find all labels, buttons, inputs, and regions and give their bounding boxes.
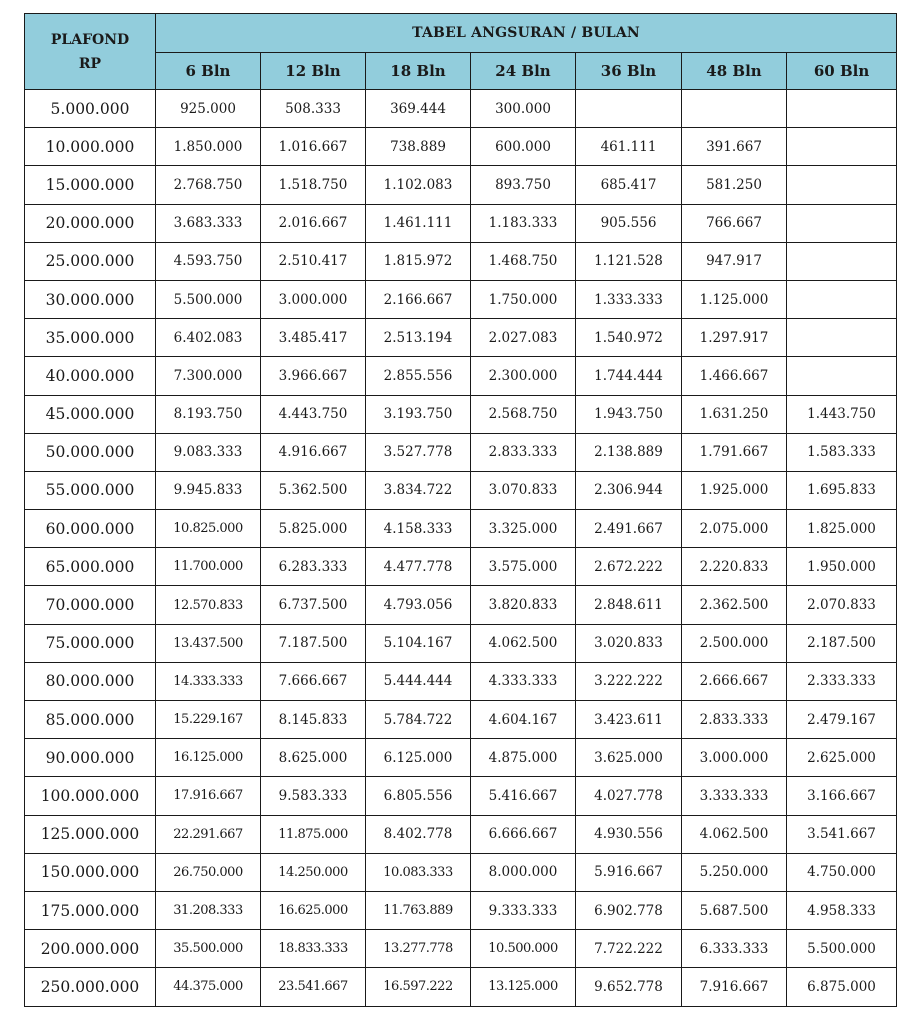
installment-cell: 2.768.750: [156, 166, 261, 204]
installment-cell: [787, 90, 897, 128]
installment-cell: 2.672.222: [576, 548, 682, 586]
table-row: [25, 701, 897, 739]
plafond-cell: 45.000.000: [25, 395, 156, 433]
installment-cell: 5.362.500: [261, 471, 366, 509]
installment-cell: 3.222.222: [576, 662, 682, 700]
table-header: [25, 14, 897, 90]
plafond-cell: 90.000.000: [25, 739, 156, 777]
plafond-cell: 10.000.000: [25, 128, 156, 166]
installment-cell: 1.443.750: [787, 395, 897, 433]
installment-cell: 3.333.333: [682, 777, 787, 815]
installment-cell: 1.744.444: [576, 357, 682, 395]
installment-cell: 1.102.083: [366, 166, 471, 204]
table-row: [25, 891, 897, 929]
installment-cell: 12.570.833: [156, 586, 261, 624]
installment-cell: 2.138.889: [576, 433, 682, 471]
plafond-header-line2: RP: [78, 55, 102, 72]
installment-cell: 2.625.000: [787, 739, 897, 777]
installment-cell: 35.500.000: [156, 930, 261, 968]
installment-cell: 2.491.667: [576, 510, 682, 548]
installment-cell: 3.966.667: [261, 357, 366, 395]
installment-cell: 1.461.111: [366, 204, 471, 242]
table-row: [25, 853, 897, 891]
plafond-cell: 30.000.000: [25, 280, 156, 318]
installment-cell: 4.062.500: [471, 624, 576, 662]
installment-cell: 1.333.333: [576, 280, 682, 318]
table-title: TABEL ANGSURAN / BULAN: [156, 14, 897, 53]
plafond-cell: 15.000.000: [25, 166, 156, 204]
table-row: [25, 357, 897, 395]
installment-cell: 1.518.750: [261, 166, 366, 204]
installment-cell: 11.763.889: [366, 891, 471, 929]
table-row: [25, 90, 897, 128]
installment-cell: 2.016.667: [261, 204, 366, 242]
installment-cell: 6.283.333: [261, 548, 366, 586]
table-row: [25, 968, 897, 1006]
table-row: [25, 930, 897, 968]
installment-cell: 14.333.333: [156, 662, 261, 700]
plafond-cell: 65.000.000: [25, 548, 156, 586]
installment-cell: [787, 128, 897, 166]
installment-cell: 1.540.972: [576, 319, 682, 357]
installment-cell: 23.541.667: [261, 968, 366, 1006]
installment-cell: 6.737.500: [261, 586, 366, 624]
plafond-cell: 25.000.000: [25, 242, 156, 280]
installment-cell: 2.333.333: [787, 662, 897, 700]
plafond-cell: 60.000.000: [25, 510, 156, 548]
term-header: 24 Bln: [471, 53, 576, 90]
plafond-cell: 40.000.000: [25, 357, 156, 395]
installment-cell: 2.187.500: [787, 624, 897, 662]
installment-cell: 925.000: [156, 90, 261, 128]
installment-cell: 3.575.000: [471, 548, 576, 586]
installment-cell: 3.325.000: [471, 510, 576, 548]
installment-cell: 2.568.750: [471, 395, 576, 433]
installment-cell: 2.513.194: [366, 319, 471, 357]
installment-cell: 26.750.000: [156, 853, 261, 891]
installment-cell: 8.145.833: [261, 701, 366, 739]
installment-cell: 16.597.222: [366, 968, 471, 1006]
table-row: [25, 815, 897, 853]
installment-cell: 1.121.528: [576, 242, 682, 280]
table-row: [25, 128, 897, 166]
installment-cell: 4.604.167: [471, 701, 576, 739]
plafond-cell: 150.000.000: [25, 853, 156, 891]
plafond-cell: 85.000.000: [25, 701, 156, 739]
installment-cell: 4.930.556: [576, 815, 682, 853]
installment-cell: 1.583.333: [787, 433, 897, 471]
table-row: [25, 777, 897, 815]
installment-cell: 2.848.611: [576, 586, 682, 624]
plafond-cell: 80.000.000: [25, 662, 156, 700]
plafond-cell: 5.000.000: [25, 90, 156, 128]
installment-cell: 6.902.778: [576, 891, 682, 929]
installment-cell: 3.683.333: [156, 204, 261, 242]
term-header: 12 Bln: [261, 53, 366, 90]
installment-cell: 3.070.833: [471, 471, 576, 509]
plafond-cell: 125.000.000: [25, 815, 156, 853]
installment-cell: 3.020.833: [576, 624, 682, 662]
installment-cell: 2.833.333: [682, 701, 787, 739]
table-row: [25, 433, 897, 471]
installment-cell: 905.556: [576, 204, 682, 242]
installment-cell: 3.834.722: [366, 471, 471, 509]
table-row: [25, 662, 897, 700]
installment-cell: 508.333: [261, 90, 366, 128]
installment-cell: 9.583.333: [261, 777, 366, 815]
installment-cell: 893.750: [471, 166, 576, 204]
installment-cell: 7.300.000: [156, 357, 261, 395]
installment-cell: 2.510.417: [261, 242, 366, 280]
table-row: [25, 242, 897, 280]
installment-cell: 9.945.833: [156, 471, 261, 509]
installment-cell: 8.193.750: [156, 395, 261, 433]
installment-cell: 391.667: [682, 128, 787, 166]
installment-cell: 738.889: [366, 128, 471, 166]
installment-cell: 13.277.778: [366, 930, 471, 968]
table-row: [25, 166, 897, 204]
installment-cell: 3.820.833: [471, 586, 576, 624]
installment-cell: 5.250.000: [682, 853, 787, 891]
plafond-cell: 35.000.000: [25, 319, 156, 357]
table-row: [25, 624, 897, 662]
table-row: [25, 395, 897, 433]
installment-cell: 1.297.917: [682, 319, 787, 357]
installment-cell: [787, 280, 897, 318]
installment-cell: [576, 90, 682, 128]
installment-cell: 4.958.333: [787, 891, 897, 929]
plafond-cell: 20.000.000: [25, 204, 156, 242]
installment-cell: 2.027.083: [471, 319, 576, 357]
installment-cell: 5.444.444: [366, 662, 471, 700]
installment-cell: 44.375.000: [156, 968, 261, 1006]
plafond-cell: 250.000.000: [25, 968, 156, 1006]
table-row: [25, 280, 897, 318]
installment-cell: 5.825.000: [261, 510, 366, 548]
term-header: 60 Bln: [787, 53, 897, 90]
plafond-header-line1: PLAFOND: [50, 31, 130, 48]
installment-table: [24, 13, 897, 1007]
installment-cell: [787, 204, 897, 242]
installment-cell: 4.333.333: [471, 662, 576, 700]
installment-cell: 16.125.000: [156, 739, 261, 777]
installment-cell: 11.875.000: [261, 815, 366, 853]
installment-cell: 581.250: [682, 166, 787, 204]
installment-cell: [682, 90, 787, 128]
installment-cell: 8.625.000: [261, 739, 366, 777]
installment-cell: 1.468.750: [471, 242, 576, 280]
installment-cell: 6.402.083: [156, 319, 261, 357]
installment-cell: 1.850.000: [156, 128, 261, 166]
installment-cell: 14.250.000: [261, 853, 366, 891]
table-row: [25, 204, 897, 242]
installment-cell: 461.111: [576, 128, 682, 166]
table-row: [25, 319, 897, 357]
installment-cell: 7.666.667: [261, 662, 366, 700]
installment-cell: 600.000: [471, 128, 576, 166]
installment-cell: 4.062.500: [682, 815, 787, 853]
plafond-cell: 200.000.000: [25, 930, 156, 968]
table-row: [25, 739, 897, 777]
installment-cell: 6.805.556: [366, 777, 471, 815]
installment-cell: 4.027.778: [576, 777, 682, 815]
table-row: [25, 471, 897, 509]
installment-cell: 6.666.667: [471, 815, 576, 853]
installment-cell: 5.500.000: [787, 930, 897, 968]
term-header: 48 Bln: [682, 53, 787, 90]
installment-cell: 31.208.333: [156, 891, 261, 929]
installment-cell: 2.075.000: [682, 510, 787, 548]
table-row: [25, 510, 897, 548]
installment-cell: 13.437.500: [156, 624, 261, 662]
installment-cell: 9.333.333: [471, 891, 576, 929]
installment-cell: 8.000.000: [471, 853, 576, 891]
installment-cell: 1.631.250: [682, 395, 787, 433]
installment-cell: 3.193.750: [366, 395, 471, 433]
installment-cell: 9.083.333: [156, 433, 261, 471]
installment-cell: 7.722.222: [576, 930, 682, 968]
term-header: 6 Bln: [156, 53, 261, 90]
installment-cell: 4.793.056: [366, 586, 471, 624]
installment-cell: 1.925.000: [682, 471, 787, 509]
plafond-cell: 70.000.000: [25, 586, 156, 624]
installment-cell: 6.875.000: [787, 968, 897, 1006]
installment-cell: 5.687.500: [682, 891, 787, 929]
installment-cell: 1.016.667: [261, 128, 366, 166]
installment-cell: 1.815.972: [366, 242, 471, 280]
table-body: [25, 90, 897, 1007]
plafond-cell: 100.000.000: [25, 777, 156, 815]
installment-cell: 1.825.000: [787, 510, 897, 548]
installment-cell: 4.443.750: [261, 395, 366, 433]
installment-cell: 2.306.944: [576, 471, 682, 509]
installment-cell: 3.485.417: [261, 319, 366, 357]
installment-cell: 6.333.333: [682, 930, 787, 968]
installment-cell: 3.527.778: [366, 433, 471, 471]
installment-cell: 2.855.556: [366, 357, 471, 395]
installment-cell: 1.791.667: [682, 433, 787, 471]
installment-cell: 9.652.778: [576, 968, 682, 1006]
installment-cell: 5.916.667: [576, 853, 682, 891]
term-header: 36 Bln: [576, 53, 682, 90]
installment-cell: 3.166.667: [787, 777, 897, 815]
installment-cell: 1.750.000: [471, 280, 576, 318]
installment-cell: 11.700.000: [156, 548, 261, 586]
installment-cell: 1.183.333: [471, 204, 576, 242]
installment-cell: 1.466.667: [682, 357, 787, 395]
installment-cell: 2.666.667: [682, 662, 787, 700]
plafond-cell: 55.000.000: [25, 471, 156, 509]
installment-cell: 3.423.611: [576, 701, 682, 739]
installment-cell: 1.943.750: [576, 395, 682, 433]
installment-cell: 2.362.500: [682, 586, 787, 624]
installment-cell: 2.220.833: [682, 548, 787, 586]
installment-cell: 4.158.333: [366, 510, 471, 548]
installment-cell: 2.300.000: [471, 357, 576, 395]
installment-cell: 7.187.500: [261, 624, 366, 662]
installment-cell: [787, 242, 897, 280]
installment-cell: 3.000.000: [261, 280, 366, 318]
installment-cell: 1.695.833: [787, 471, 897, 509]
installment-cell: [787, 357, 897, 395]
installment-cell: 10.083.333: [366, 853, 471, 891]
plafond-cell: 50.000.000: [25, 433, 156, 471]
installment-cell: 2.500.000: [682, 624, 787, 662]
installment-cell: 3.625.000: [576, 739, 682, 777]
table-row: [25, 586, 897, 624]
installment-cell: 8.402.778: [366, 815, 471, 853]
installment-cell: 22.291.667: [156, 815, 261, 853]
plafond-header: [25, 14, 156, 90]
installment-cell: 16.625.000: [261, 891, 366, 929]
installment-cell: 2.070.833: [787, 586, 897, 624]
installment-cell: 10.825.000: [156, 510, 261, 548]
installment-cell: 1.125.000: [682, 280, 787, 318]
installment-cell: 947.917: [682, 242, 787, 280]
term-header: 18 Bln: [366, 53, 471, 90]
installment-cell: 5.104.167: [366, 624, 471, 662]
installment-cell: 17.916.667: [156, 777, 261, 815]
installment-cell: 5.784.722: [366, 701, 471, 739]
installment-cell: 15.229.167: [156, 701, 261, 739]
installment-cell: 5.416.667: [471, 777, 576, 815]
installment-cell: 3.541.667: [787, 815, 897, 853]
installment-cell: 4.875.000: [471, 739, 576, 777]
table-row: [25, 548, 897, 586]
installment-cell: 10.500.000: [471, 930, 576, 968]
installment-cell: 7.916.667: [682, 968, 787, 1006]
installment-cell: [787, 319, 897, 357]
installment-cell: 18.833.333: [261, 930, 366, 968]
installment-cell: 4.477.778: [366, 548, 471, 586]
installment-cell: 5.500.000: [156, 280, 261, 318]
installment-cell: 2.833.333: [471, 433, 576, 471]
installment-cell: [787, 166, 897, 204]
installment-cell: 6.125.000: [366, 739, 471, 777]
installment-cell: 766.667: [682, 204, 787, 242]
plafond-cell: 75.000.000: [25, 624, 156, 662]
installment-cell: 369.444: [366, 90, 471, 128]
installment-cell: 3.000.000: [682, 739, 787, 777]
installment-cell: 1.950.000: [787, 548, 897, 586]
installment-cell: 300.000: [471, 90, 576, 128]
installment-cell: 2.166.667: [366, 280, 471, 318]
installment-cell: 13.125.000: [471, 968, 576, 1006]
installment-cell: 4.593.750: [156, 242, 261, 280]
plafond-cell: 175.000.000: [25, 891, 156, 929]
installment-cell: 4.916.667: [261, 433, 366, 471]
installment-cell: 685.417: [576, 166, 682, 204]
installment-cell: 4.750.000: [787, 853, 897, 891]
installment-cell: 2.479.167: [787, 701, 897, 739]
header-row-terms: [25, 53, 897, 90]
header-row-title: [25, 14, 897, 53]
